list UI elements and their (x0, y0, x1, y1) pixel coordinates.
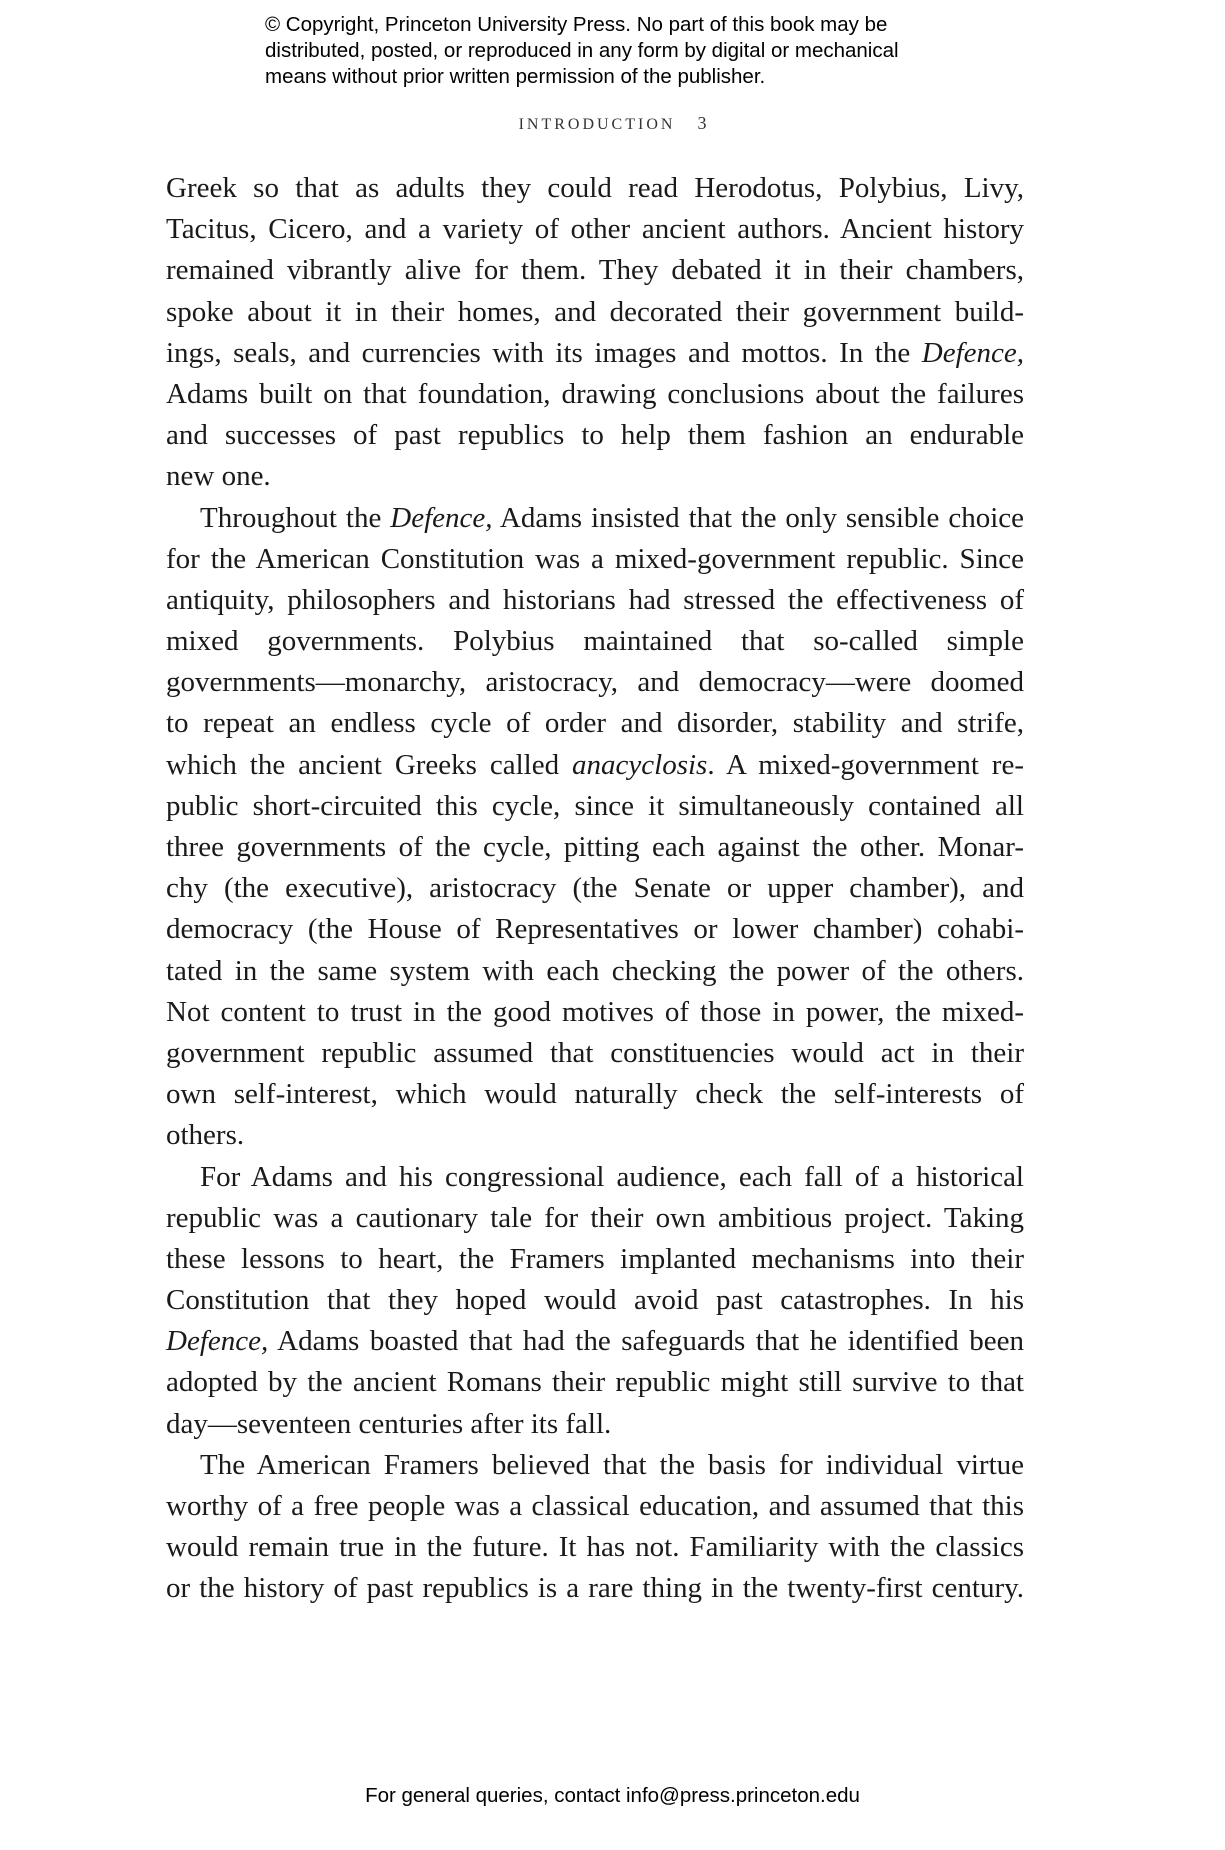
text-line: others. (166, 1119, 245, 1152)
text-line: and successes of past republics to help them fashion an endurable (166, 419, 1024, 452)
text-line: spoke about it in their homes, and decorated their government build- (166, 295, 1024, 328)
text-line: public short-circuited this cycle, since it simultaneously contained all (166, 789, 1024, 822)
text-line: government republic assumed that constituencies would act in their (166, 1036, 1024, 1069)
text-line: worthy of a free people was a classical education, and assumed that this (166, 1490, 1024, 1522)
body-text (166, 168, 1024, 1610)
text-line: chy (the executive), aristocracy (the Senate or upper chamber), and (166, 872, 1024, 905)
text-line: democracy (the House of Representatives or lower chamber) cohabi- (166, 913, 1024, 946)
text-line: Greek so that as adults they could read Herodotus, Polybius, Livy, (166, 172, 1024, 204)
paragraph (166, 1157, 1024, 1445)
text-line: Tacitus, Cicero, and a variety of other ancient authors. Ancient history (166, 213, 1024, 246)
text-line: For Adams and his congressional audience, each fall of a historical (200, 1160, 1024, 1193)
text-line: would remain true in the future. It has not. Familiarity with the classics (166, 1531, 1024, 1564)
footer-contact: For general queries, contact info@press.princeton.edu (365, 1784, 860, 1807)
paragraph (166, 168, 1024, 498)
text-line: mixed governments. Polybius maintained that so-called simple (166, 625, 1024, 658)
running-head (0, 113, 1225, 134)
text-line: Throughout the Defence, Adams insisted that the only sensible choice (200, 501, 1024, 534)
text-line: or the history of past republics is a rare thing in the twenty-first century. (166, 1572, 1024, 1605)
page-number: 3 (697, 113, 707, 133)
text-line: remained vibrantly alive for them. They debated it in their chambers, (166, 254, 1024, 287)
text-line: new one. (166, 460, 271, 493)
text-line: Adams built on that foundation, drawing conclusions about the failures (166, 377, 1024, 410)
text-line: which the ancient Greeks called anacyclosis. A mixed-government re- (166, 748, 1024, 781)
copyright-notice (265, 12, 985, 90)
text-line: adopted by the ancient Romans their republic might still survive to that (166, 1366, 1024, 1399)
text-line: three governments of the cycle, pitting each against the other. Monar- (166, 831, 1024, 863)
text-line: day—seventeen centuries after its fall. (166, 1407, 612, 1440)
text-line: own self-interest, which would naturally check the self-interests of (166, 1078, 1024, 1111)
paragraph (166, 1445, 1024, 1610)
text-line: for the American Constitution was a mixed-government republic. Since (166, 542, 1024, 575)
chapter-title: INTRODUCTION (518, 116, 676, 133)
text-line: ings, seals, and currencies with its images and mottos. In the Defence, (166, 336, 1024, 369)
text-line: governments—monarchy, aristocracy, and democracy—were doomed (166, 666, 1024, 699)
text-line: Not content to trust in the good motives of those in power, the mixed- (166, 995, 1024, 1028)
copyright-line: © Copyright, Princeton University Press. No part of this book may be (265, 13, 888, 36)
copyright-line: means without prior written permission of the publisher. (265, 65, 766, 88)
text-line: The American Framers believed that the basis for individual virtue (200, 1448, 1024, 1481)
text-line: tated in the same system with each checking the power of the others. (166, 954, 1024, 987)
text-line: Constitution that they hoped would avoid past catastrophes. In his (166, 1284, 1024, 1317)
text-line: to repeat an endless cycle of order and disorder, stability and strife, (166, 707, 1024, 740)
paragraph (166, 498, 1024, 1157)
text-line: these lessons to heart, the Framers implanted mechanisms into their (166, 1242, 1024, 1275)
text-line: republic was a cautionary tale for their own ambitious project. Taking (166, 1201, 1024, 1234)
copyright-line: distributed, posted, or reproduced in any form by digital or mechanical (265, 39, 899, 62)
text-line: antiquity, philosophers and historians had stressed the effectiveness of (166, 583, 1024, 616)
text-line: Defence, Adams boasted that had the safeguards that he identified been (166, 1325, 1024, 1358)
